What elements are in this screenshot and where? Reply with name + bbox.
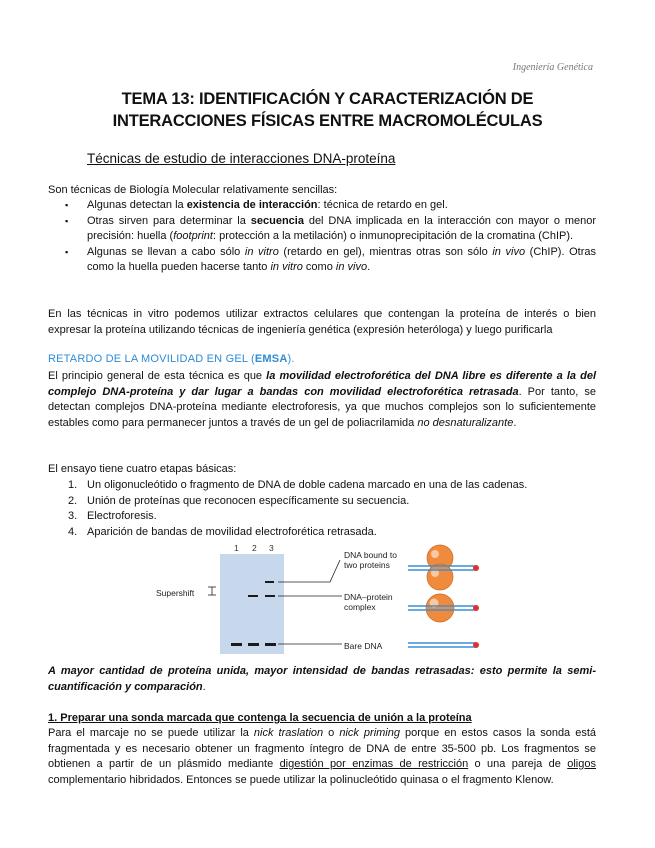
text: complementario hibridados. Entonces se puede utilizar la polinucleótido quinasa o el fragmento Klenow. — [48, 773, 554, 786]
text-italic: nick priming — [339, 727, 400, 739]
label-dna-bound-1: DNA bound to — [344, 550, 397, 560]
text-italic: in vivo — [492, 245, 526, 258]
label-complex-1: DNA–protein — [344, 592, 393, 602]
step-text: Un oligonucleótido o fragmento de DNA de doble cadena marcado en una de las cadenas. — [87, 479, 528, 491]
list-item — [65, 525, 596, 541]
list-item — [65, 509, 596, 525]
title-line-2: INTERACCIONES FÍSICAS ENTRE MACROMOLÉCULAS — [112, 112, 543, 130]
running-header: Ingeniería Genética — [512, 62, 593, 73]
text-underlined: digestión por enzimas de restricción — [279, 758, 469, 770]
gel-panel — [220, 554, 284, 654]
text: Algunas se llevan a cabo sólo — [87, 245, 245, 258]
step1-paragraph — [48, 726, 596, 788]
text-italic: footprint — [173, 230, 213, 242]
techniques-list — [65, 198, 596, 276]
text: (ChIP). Otras como la huella pueden hacerse tanto — [87, 245, 597, 273]
text: (retardo en gel), mientras otras son sólo — [278, 245, 493, 258]
text-bold: EMSA — [254, 353, 288, 365]
label-bare-dna: Bare DNA — [344, 641, 383, 651]
band-lane3-bare — [265, 643, 276, 646]
text-underlined: oligos — [567, 758, 596, 770]
text: . — [367, 261, 371, 273]
section-heading-emsa — [48, 353, 295, 365]
band-lane3-complex — [265, 595, 275, 597]
text-bold-italic: A mayor cantidad de proteína unida, mayor intensidad de bandas retrasadas: esto permite la semi-cuantificación y comparación — [48, 665, 596, 693]
invitro-paragraph: En las técnicas in vitro podemos utilizar extractos celulares que contengan la proteína de interés o bien expresar la proteína utilizando técnicas de ingeniería genética (expresión heteróloga) y luego purificarla — [48, 308, 596, 336]
text-italic: in vitro — [270, 261, 303, 273]
list-item — [65, 214, 596, 245]
text: o una pareja de — [468, 758, 568, 770]
text: o — [323, 727, 340, 739]
bare-dna-illustration — [408, 642, 479, 648]
intro-paragraph: Son técnicas de Biología Molecular relativamente sencillas: — [48, 184, 338, 196]
label-complex-2: complex — [344, 602, 376, 612]
text: como — [302, 261, 336, 273]
text: porque en estos casos la sonda está fragmentada y es necesario obtener un fragmento íntegro de DNA de entre 35-500 pb. Los fragmentos se obtienen a partir de un plásmido mediante — [48, 727, 596, 770]
two-proteins-illustration — [408, 545, 479, 590]
list-item — [65, 245, 596, 276]
step-number: 3. — [68, 510, 78, 522]
list-item — [65, 198, 596, 214]
text: : técnica de retardo en gel. — [317, 199, 448, 211]
page-title — [40, 88, 615, 132]
text: Algunas detectan la — [87, 199, 187, 211]
lane-label-3: 3 — [269, 543, 274, 553]
text: . Por tanto, se detectan complejos DNA-proteína mediante electroforesis, ya que muchos complejos son lo suficientemente estables como para permanecer juntos a través de un gel de poliacrilamida — [48, 385, 596, 429]
leader-lines — [278, 560, 342, 644]
band-lane2-bare — [248, 643, 259, 646]
text-bold-italic: la movilidad electroforética del DNA libre es diferente a la del complejo DNA-proteína y dar lugar a bandas con movilidad electroforética retrasada — [48, 370, 596, 398]
step-number: 1. — [68, 479, 78, 491]
text: Otras sirven para determinar la — [87, 214, 251, 227]
band-lane1-bare — [231, 643, 242, 646]
text: . — [202, 680, 206, 693]
complex-illustration — [408, 594, 479, 622]
step-number: 4. — [68, 525, 78, 538]
conclusion-paragraph — [48, 664, 596, 695]
text-italic: no desnaturalizante — [417, 416, 514, 429]
text: Para el marcaje no se puede utilizar la — [48, 727, 254, 739]
text: RETARDO DE LA MOVILIDAD EN GEL ( — [48, 353, 255, 365]
supershift-label: Supershift — [156, 588, 195, 598]
lane-label-1: 1 — [234, 543, 239, 553]
section-subtitle: Técnicas de estudio de interacciones DNA-proteína — [87, 151, 396, 166]
title-line-1: TEMA 13: IDENTIFICACIÓN Y CARACTERIZACIÓN DE — [121, 90, 534, 108]
list-item — [65, 494, 596, 510]
text: ). — [287, 353, 295, 365]
band-lane2-complex — [248, 595, 258, 597]
label-dna-bound-2: two proteins — [344, 560, 390, 570]
step-text: Unión de proteínas que reconocen específicamente su secuencia. — [87, 494, 410, 507]
step1-heading: 1. Preparar una sonda marcada que contenga la secuencia de unión a la proteína — [48, 712, 472, 724]
text: del DNA implicada en la interacción con mayor o menor precisión: huella ( — [87, 214, 596, 242]
step-text: Aparición de bandas de movilidad electroforética retrasada. — [87, 525, 377, 538]
emsa-figure — [150, 542, 505, 656]
text: : protección a la metilación) o inmunoprecipitación de la cromatina (ChIP). — [212, 230, 574, 242]
list-item — [65, 478, 596, 494]
step-number: 2. — [68, 494, 78, 507]
supershift-bracket — [208, 587, 216, 595]
text-italic: nick traslation — [253, 727, 324, 739]
lane-label-2: 2 — [252, 543, 257, 553]
text-italic: in vitro — [244, 245, 279, 258]
text-bold: existencia de interacción — [186, 199, 318, 211]
steps-list — [65, 478, 596, 540]
steps-intro: El ensayo tiene cuatro etapas básicas: — [48, 463, 237, 475]
text: . — [513, 416, 517, 429]
text-italic: in vivo — [335, 261, 368, 273]
step-text: Electroforesis. — [87, 510, 157, 522]
principle-paragraph — [48, 369, 596, 431]
text: El principio general de esta técnica es que — [48, 370, 267, 382]
band-lane3-supershift — [265, 581, 274, 583]
text-bold: secuencia — [250, 214, 304, 227]
